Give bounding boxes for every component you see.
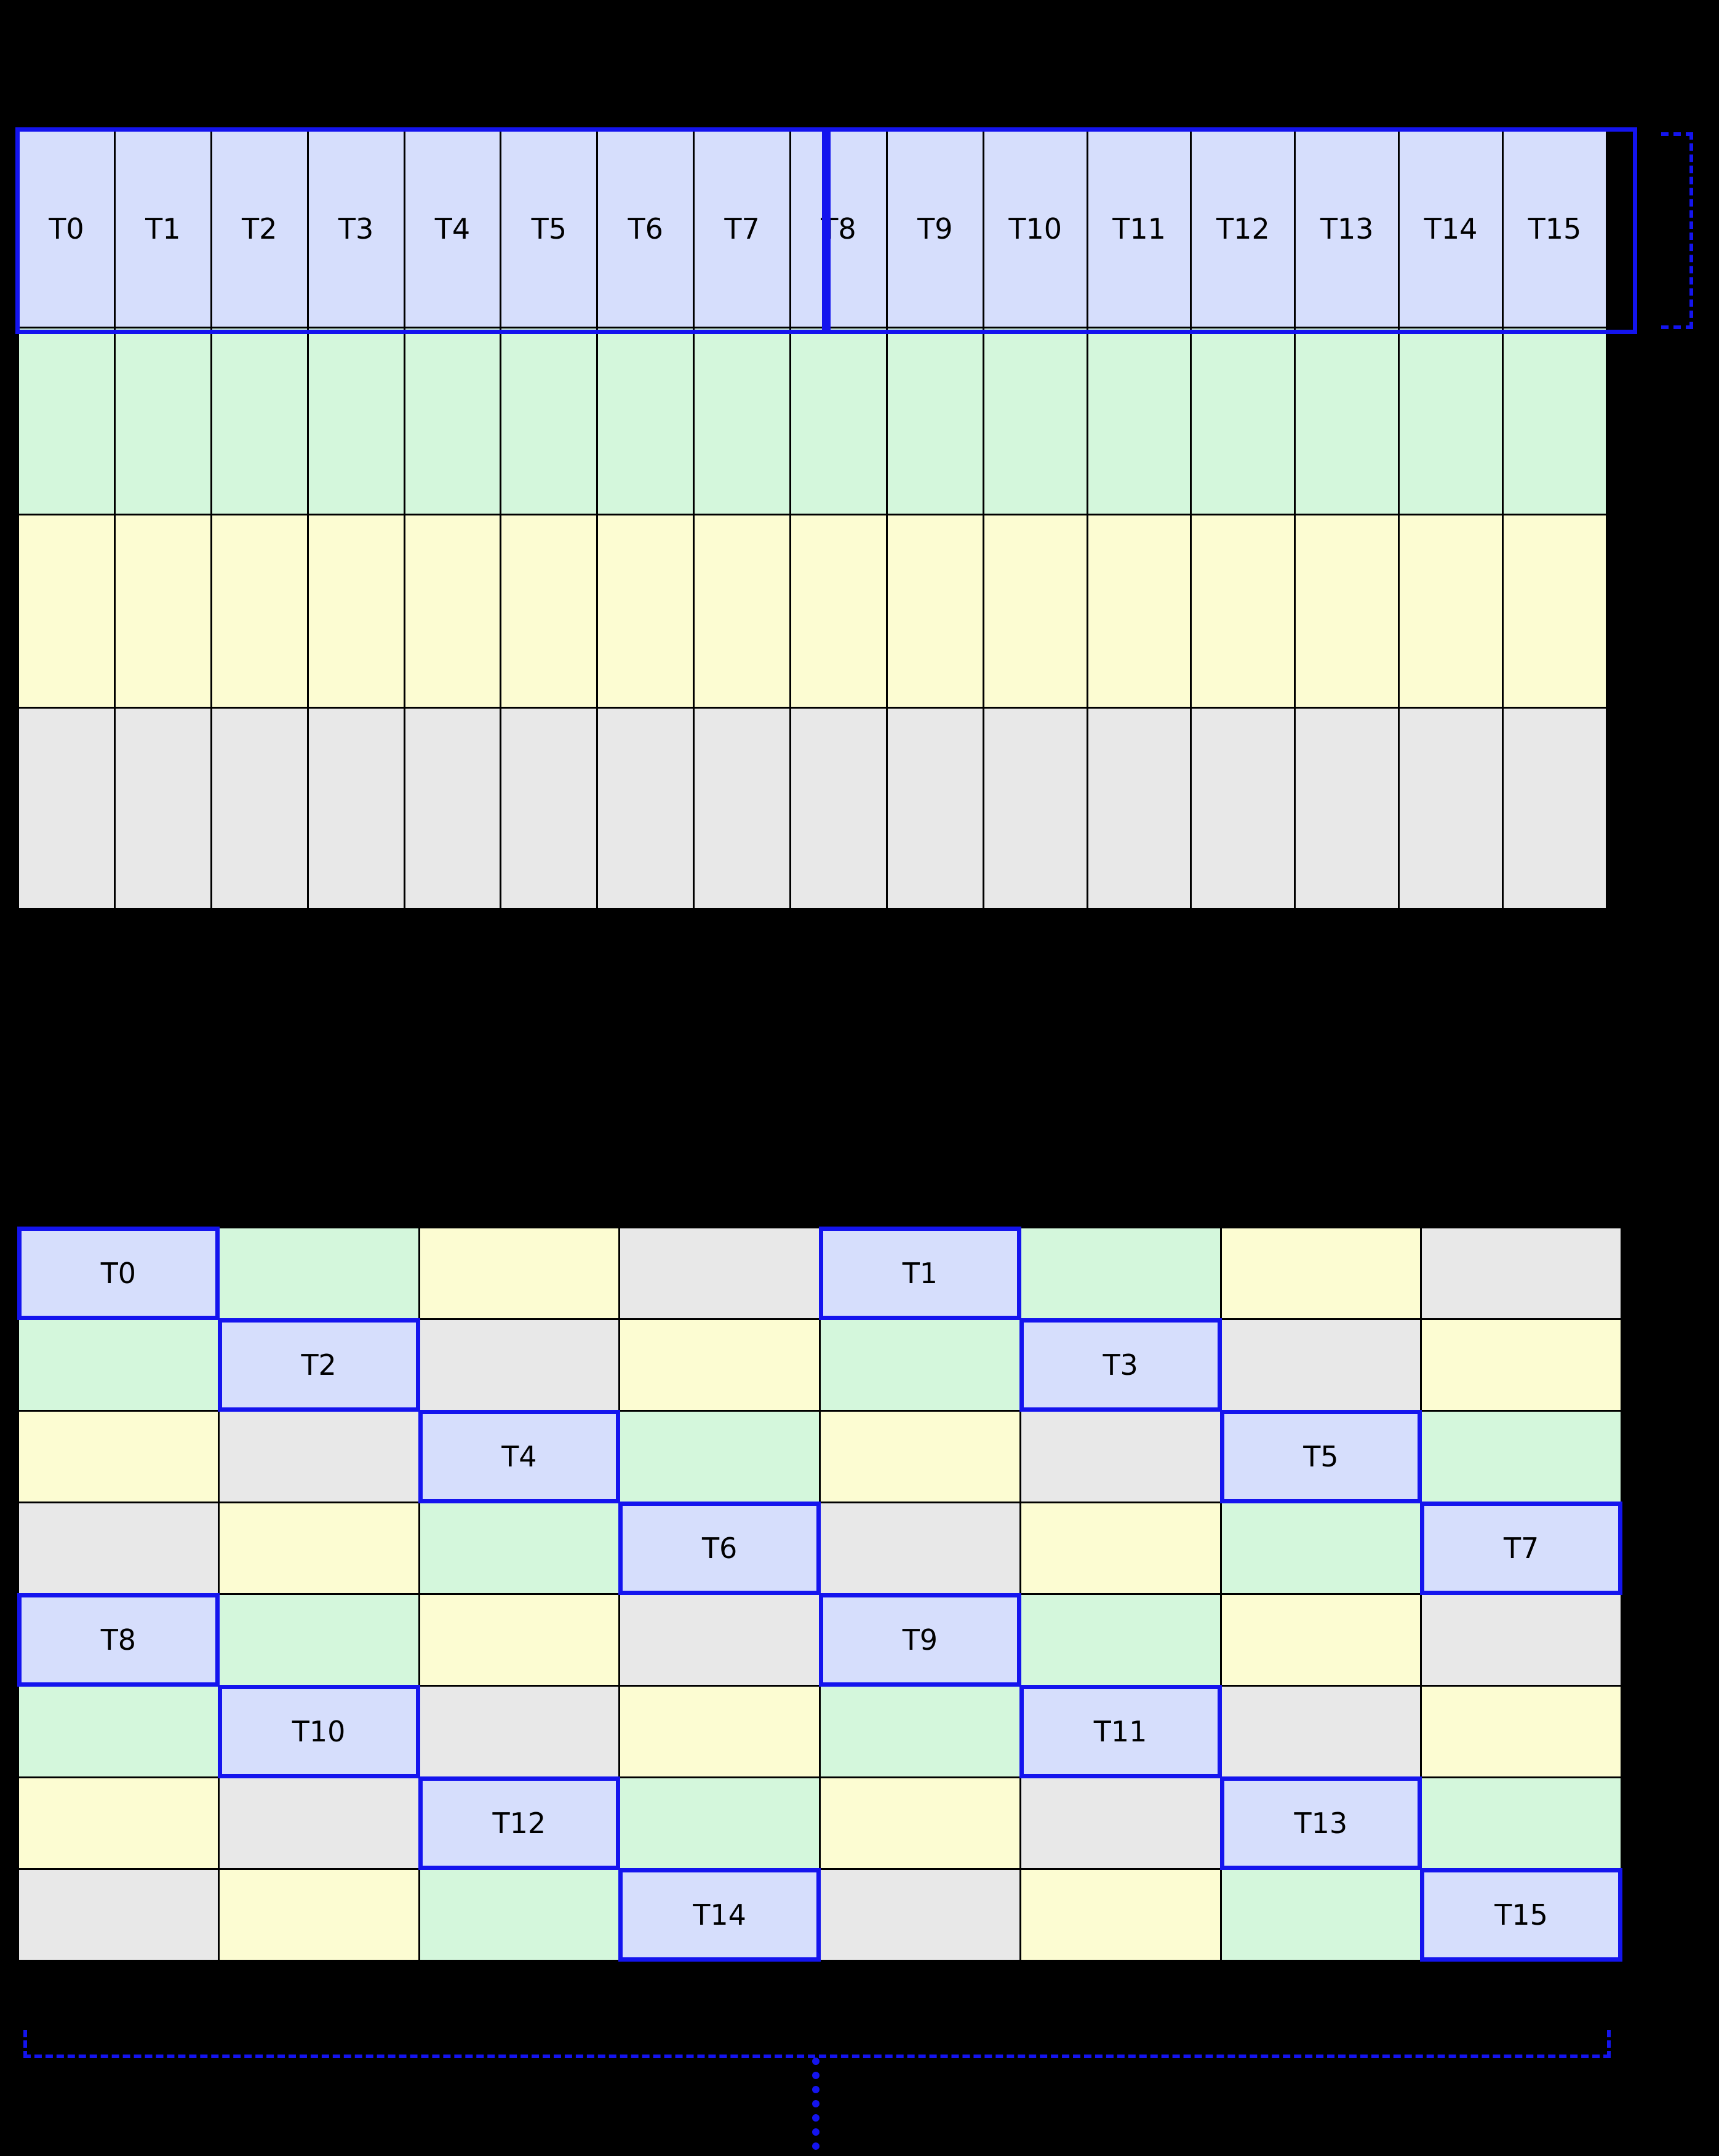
thread-cell: T4 [404, 127, 502, 330]
yellow-cell [1398, 514, 1504, 710]
thread-cell: T3 [307, 127, 405, 330]
yellow-cell [983, 514, 1088, 710]
yellow-cell [596, 514, 695, 710]
thread-cell: T1 [114, 127, 212, 330]
data-cell [218, 1868, 420, 1962]
thread-cell-t13: T13 [1220, 1776, 1422, 1870]
yellow-cell [1087, 514, 1192, 710]
gray-cell [114, 707, 212, 910]
green-cell [307, 327, 405, 517]
bottom-row [17, 1778, 1635, 1870]
thread-cell-t12: T12 [418, 1776, 621, 1870]
thread-cell: T9 [886, 127, 984, 330]
data-cell [1420, 1227, 1622, 1320]
thread-cell: T12 [1190, 127, 1296, 330]
yellow-cell [1294, 514, 1400, 710]
green-cell [789, 327, 888, 517]
yellow-cell [307, 514, 405, 710]
data-cell [819, 1502, 1021, 1595]
gray-cell [1190, 707, 1296, 910]
gray-cell [1502, 707, 1608, 910]
thread-cell-t5: T5 [1220, 1410, 1422, 1503]
green-cell [983, 327, 1088, 517]
thread-cell: T11 [1087, 127, 1192, 330]
green-cell [693, 327, 791, 517]
yellow-cell [210, 514, 309, 710]
bottom-row [17, 1320, 1635, 1412]
gray-cell [1294, 707, 1400, 910]
thread-cell-t4: T4 [418, 1410, 621, 1503]
data-cell [819, 1685, 1021, 1778]
data-cell [218, 1227, 420, 1320]
thread-cell-t8: T8 [17, 1593, 220, 1687]
top-right-bracket [1661, 132, 1693, 329]
data-cell [218, 1410, 420, 1503]
data-cell [819, 1318, 1021, 1412]
green-cell [596, 327, 695, 517]
data-cell [17, 1502, 220, 1595]
data-cell [1220, 1227, 1422, 1320]
thread-cell: T0 [17, 127, 116, 330]
green-cell [1190, 327, 1296, 517]
gray-cell [789, 707, 888, 910]
top-diagram [17, 129, 1635, 944]
thread-cell-t6: T6 [618, 1502, 821, 1595]
data-cell [1420, 1410, 1622, 1503]
green-cell [1502, 327, 1608, 517]
data-cell [618, 1318, 821, 1412]
thread-cell-t9: T9 [819, 1593, 1021, 1687]
data-cell [1019, 1410, 1222, 1503]
gray-cell [983, 707, 1088, 910]
thread-cell-t11: T11 [1019, 1685, 1222, 1778]
thread-cell-t3: T3 [1019, 1318, 1222, 1412]
gray-cell [693, 707, 791, 910]
bottom-row [17, 1228, 1635, 1320]
data-cell [819, 1868, 1021, 1962]
data-cell [17, 1318, 220, 1412]
bottom-row [17, 1870, 1635, 1962]
yellow-cell [886, 514, 984, 710]
data-cell [17, 1868, 220, 1962]
top-gray-row [17, 709, 1635, 910]
thread-cell-t15: T15 [1420, 1868, 1622, 1962]
data-cell [1220, 1318, 1422, 1412]
green-cell [886, 327, 984, 517]
top-yellow-row [17, 515, 1635, 710]
data-cell [1420, 1318, 1622, 1412]
yellow-cell [500, 514, 598, 710]
bottom-diagram [17, 1228, 1635, 2016]
green-cell [17, 327, 116, 517]
bottom-row [17, 1503, 1635, 1595]
green-cell [1294, 327, 1400, 517]
data-cell [17, 1685, 220, 1778]
thread-cell: T7 [693, 127, 791, 330]
thread-cell: T6 [596, 127, 695, 330]
data-cell [1019, 1868, 1222, 1962]
yellow-cell [1502, 514, 1608, 710]
gray-cell [307, 707, 405, 910]
thread-cell-t2: T2 [218, 1318, 420, 1412]
bottom-row [17, 1595, 1635, 1687]
data-cell [1220, 1868, 1422, 1962]
yellow-cell [404, 514, 502, 710]
yellow-cell [693, 514, 791, 710]
yellow-cell [17, 514, 116, 710]
thread-cell: T13 [1294, 127, 1400, 330]
data-cell [1019, 1227, 1222, 1320]
data-cell [418, 1593, 621, 1687]
yellow-cell [1190, 514, 1296, 710]
green-cell [500, 327, 598, 517]
data-cell [418, 1318, 621, 1412]
thread-cell-t14: T14 [618, 1868, 821, 1962]
yellow-cell [114, 514, 212, 710]
data-cell [218, 1502, 420, 1595]
data-cell [819, 1776, 1021, 1870]
thread-cell: T14 [1398, 127, 1504, 330]
data-cell [1019, 1502, 1222, 1595]
data-cell [418, 1868, 621, 1962]
data-cell [1420, 1776, 1622, 1870]
bottom-bracket [23, 2030, 1611, 2058]
thread-cell-t7: T7 [1420, 1502, 1622, 1595]
data-cell [17, 1776, 220, 1870]
data-cell [1220, 1502, 1422, 1595]
thread-cell-t0: T0 [17, 1227, 220, 1320]
data-cell [1420, 1593, 1622, 1687]
data-cell [1220, 1685, 1422, 1778]
data-cell [618, 1227, 821, 1320]
data-cell [1019, 1593, 1222, 1687]
green-cell [1398, 327, 1504, 517]
data-cell [618, 1685, 821, 1778]
data-cell [1019, 1776, 1222, 1870]
data-cell [418, 1685, 621, 1778]
data-cell [1220, 1593, 1422, 1687]
green-cell [114, 327, 212, 517]
bottom-row [17, 1412, 1635, 1503]
gray-cell [210, 707, 309, 910]
green-cell [210, 327, 309, 517]
thread-cell: T2 [210, 127, 309, 330]
gray-cell [500, 707, 598, 910]
data-cell [218, 1776, 420, 1870]
thread-cell: T15 [1502, 127, 1608, 330]
data-cell [618, 1410, 821, 1503]
data-cell [1420, 1685, 1622, 1778]
data-cell [418, 1502, 621, 1595]
data-cell [17, 1410, 220, 1503]
data-cell [819, 1410, 1021, 1503]
gray-cell [1087, 707, 1192, 910]
data-cell [418, 1227, 621, 1320]
bottom-row [17, 1687, 1635, 1778]
data-cell [618, 1593, 821, 1687]
gray-cell [1398, 707, 1504, 910]
thread-cell: T10 [983, 127, 1088, 330]
gray-cell [886, 707, 984, 910]
gray-cell [404, 707, 502, 910]
gray-cell [596, 707, 695, 910]
thread-cell: T8 [789, 127, 888, 330]
gray-cell [17, 707, 116, 910]
thread-cell-t10: T10 [218, 1685, 420, 1778]
green-cell [404, 327, 502, 517]
data-cell [218, 1593, 420, 1687]
thread-cell: T5 [500, 127, 598, 330]
thread-cell-t1: T1 [819, 1227, 1021, 1320]
data-cell [618, 1776, 821, 1870]
green-cell [1087, 327, 1192, 517]
top-green-row [17, 328, 1635, 517]
bottom-dotted-line [812, 2058, 820, 2150]
top-thread-row [17, 129, 1635, 330]
yellow-cell [789, 514, 888, 710]
